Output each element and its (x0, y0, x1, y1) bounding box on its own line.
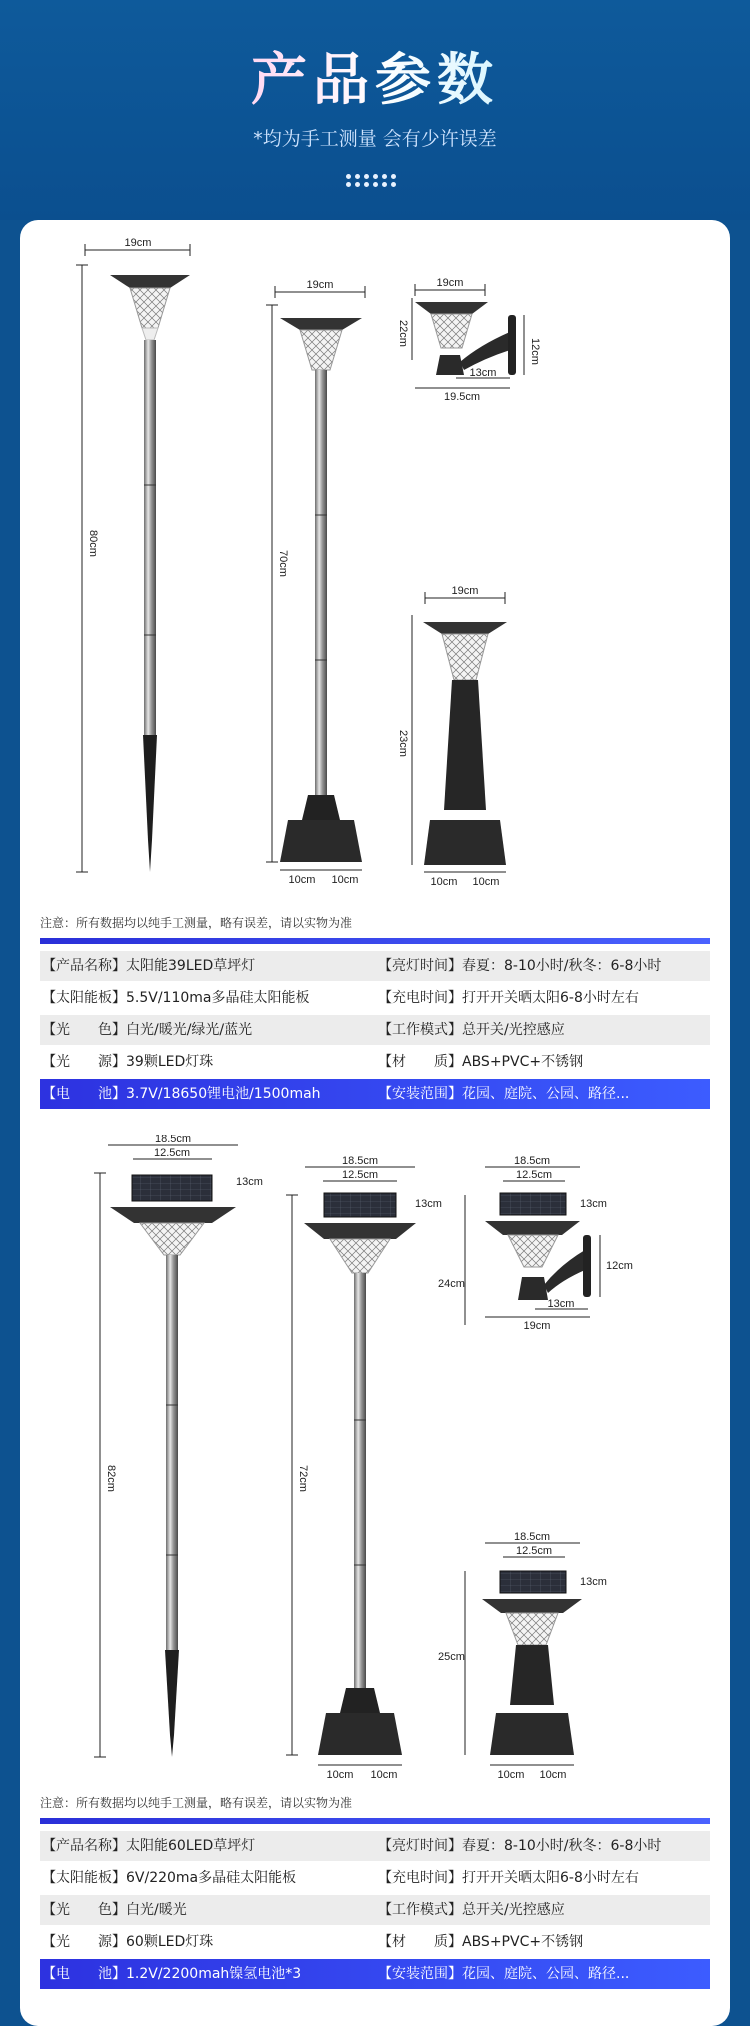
dim-base-label: 10cm (331, 874, 359, 886)
spec-value: 3.7V/18650锂电池/1500mah (126, 1086, 321, 1102)
dim-panel-label: 12.5cm (341, 1169, 379, 1181)
spec-label: 【亮灯时间】 (378, 958, 462, 974)
spec-label: 【光 色】 (42, 1902, 126, 1918)
spec-row (40, 951, 710, 981)
dim-height-label: 80cm (87, 530, 99, 557)
spec-cell (378, 1015, 565, 1045)
spec-cell (378, 1927, 583, 1957)
dim-width-label: 19cm (124, 237, 152, 249)
spec-row (40, 983, 710, 1013)
spec-cell (42, 1047, 213, 1077)
dim-width-label: 19cm (451, 585, 479, 597)
dim-panel-label: 12.5cm (515, 1169, 553, 1181)
spec-cell (378, 1831, 661, 1861)
spec-value: 太阳能60LED草坪灯 (126, 1838, 256, 1854)
spec-value: 白光/暖光/绿光/蓝光 (126, 1022, 253, 1038)
dim-total-label: 19.5cm (443, 391, 481, 403)
dim-bracket-label: 13cm (469, 367, 497, 379)
dim-height-label: 23cm (397, 730, 409, 757)
spec-label: 【光 源】 (42, 1934, 126, 1950)
dim-height-label: 25cm (438, 1651, 465, 1663)
divider-bar (40, 938, 710, 944)
dots-decoration (346, 173, 404, 189)
dim-bracket-label: 12cm (606, 1260, 633, 1272)
lamp-spike-39 (76, 237, 190, 872)
spec-cell (42, 1079, 321, 1109)
spec-row (40, 1831, 710, 1861)
dim-height-label: 72cm (297, 1465, 309, 1492)
spec-value: 花园、庭院、公园、路径... (462, 1966, 630, 1982)
spec-cell (378, 1079, 629, 1109)
spec-value: 1.2V/2200mah镍氢电池*3 (126, 1966, 302, 1982)
spec-label: 【产品名称】 (42, 958, 126, 974)
page-subtitle: *均为手工测量 会有少许误差 (253, 128, 497, 150)
spec-label: 【充电时间】 (378, 990, 462, 1006)
spec-value: 60颗LED灯珠 (126, 1934, 214, 1950)
diagram-lamp-39led (40, 230, 710, 900)
measurement-note: 注意：所有数据均以纯手工测量，略有误差，请以实物为准 (40, 1796, 353, 1810)
diagram-lamp-60led (40, 1135, 710, 1790)
spec-cell (42, 1015, 252, 1045)
spec-row (40, 1015, 710, 1045)
dim-base-label: 10cm (539, 1769, 567, 1781)
spec-label: 【安装范围】 (378, 1086, 462, 1102)
dim-width-label: 18.5cm (341, 1155, 379, 1167)
spec-label: 【亮灯时间】 (378, 1838, 462, 1854)
spec-label: 【光 色】 (42, 1022, 126, 1038)
lamp-wall-60 (438, 1155, 633, 1332)
dim-width-label: 19cm (436, 277, 464, 289)
spec-value: 总开关/光控感应 (462, 1022, 565, 1038)
lamp-base-60 (286, 1155, 442, 1781)
spec-cell (378, 983, 639, 1013)
spec-label: 【电 池】 (42, 1966, 126, 1982)
dim-panel-h-label: 13cm (415, 1198, 442, 1210)
spec-label: 【太阳能板】 (42, 990, 126, 1006)
spec-cell (42, 1831, 255, 1861)
lamp-pillar-60 (438, 1531, 607, 1781)
spec-value: 总开关/光控感应 (462, 1902, 565, 1918)
dim-panel-h-label: 13cm (580, 1576, 607, 1588)
spec-value: 打开开关晒太阳6-8小时左右 (462, 990, 639, 1006)
dim-base-label: 10cm (472, 876, 500, 888)
spec-value: 39颗LED灯珠 (126, 1054, 214, 1070)
spec-value: ABS+PVC+不锈钢 (462, 1054, 584, 1070)
spec-value: 春夏：8-10小时/秋冬：6-8小时 (462, 958, 662, 974)
spec-label: 【材 质】 (378, 1934, 462, 1950)
lamp-wall-39 (397, 277, 541, 403)
spec-row (40, 1079, 710, 1109)
page-title: 产品参数 (0, 36, 750, 116)
spec-row (40, 1863, 710, 1893)
dim-height-label: 70cm (277, 550, 289, 577)
spec-cell (42, 1895, 187, 1925)
dim-base-label: 10cm (326, 1769, 354, 1781)
spec-label: 【材 质】 (378, 1054, 462, 1070)
dim-height-label: 22cm (397, 320, 409, 347)
spec-cell (42, 1927, 213, 1957)
spec-label: 【电 池】 (42, 1086, 126, 1102)
divider-bar (40, 1818, 710, 1824)
spec-value: 春夏：8-10小时/秋冬：6-8小时 (462, 1838, 662, 1854)
spec-label: 【工作模式】 (378, 1022, 462, 1038)
dim-width-label: 18.5cm (513, 1155, 551, 1167)
dim-height-label: 24cm (438, 1278, 465, 1290)
spec-label: 【太阳能板】 (42, 1870, 126, 1886)
dim-panel-h-label: 13cm (580, 1198, 607, 1210)
spec-cell (378, 1047, 583, 1077)
spec-cell (378, 1863, 639, 1893)
lamp-base-39 (266, 279, 365, 886)
lamp-pillar-39 (397, 585, 507, 888)
dim-bracket-label: 13cm (547, 1298, 575, 1310)
spec-cell (42, 983, 310, 1013)
spec-cell (42, 951, 255, 981)
dim-base-label: 10cm (430, 876, 458, 888)
lamp-spike-60 (94, 1135, 263, 1757)
dim-width-label: 18.5cm (513, 1531, 551, 1543)
dim-width-label: 18.5cm (154, 1135, 192, 1145)
dim-bracket-label: 12cm (529, 338, 541, 365)
spec-cell (378, 951, 661, 981)
spec-row (40, 1895, 710, 1925)
dim-panel-h-label: 13cm (236, 1176, 263, 1188)
spec-value: 太阳能39LED草坪灯 (126, 958, 256, 974)
dim-total-label: 19cm (523, 1320, 551, 1332)
spec-value: ABS+PVC+不锈钢 (462, 1934, 584, 1950)
spec-label: 【产品名称】 (42, 1838, 126, 1854)
spec-label: 【工作模式】 (378, 1902, 462, 1918)
spec-row (40, 1047, 710, 1077)
page-header (0, 0, 750, 220)
spec-value: 花园、庭院、公园、路径... (462, 1086, 630, 1102)
dim-height-label: 82cm (105, 1465, 117, 1492)
spec-cell (378, 1959, 629, 1989)
dim-panel-label: 12.5cm (153, 1147, 191, 1159)
dim-base-label: 10cm (288, 874, 316, 886)
spec-cell (42, 1959, 301, 1989)
spec-value: 5.5V/110ma多晶硅太阳能板 (126, 990, 310, 1006)
spec-value: 白光/暖光 (126, 1902, 187, 1918)
dim-base-label: 10cm (370, 1769, 398, 1781)
spec-value: 打开开关晒太阳6-8小时左右 (462, 1870, 639, 1886)
spec-cell (42, 1863, 296, 1893)
spec-row (40, 1959, 710, 1989)
spec-label: 【充电时间】 (378, 1870, 462, 1886)
spec-label: 【光 源】 (42, 1054, 126, 1070)
spec-label: 【安装范围】 (378, 1966, 462, 1982)
spec-row (40, 1927, 710, 1957)
dim-width-label: 19cm (306, 279, 334, 291)
dim-panel-label: 12.5cm (515, 1545, 553, 1557)
spec-value: 6V/220ma多晶硅太阳能板 (126, 1870, 297, 1886)
spec-cell (378, 1895, 565, 1925)
dim-base-label: 10cm (497, 1769, 525, 1781)
measurement-note: 注意：所有数据均以纯手工测量，略有误差，请以实物为准 (40, 916, 353, 930)
